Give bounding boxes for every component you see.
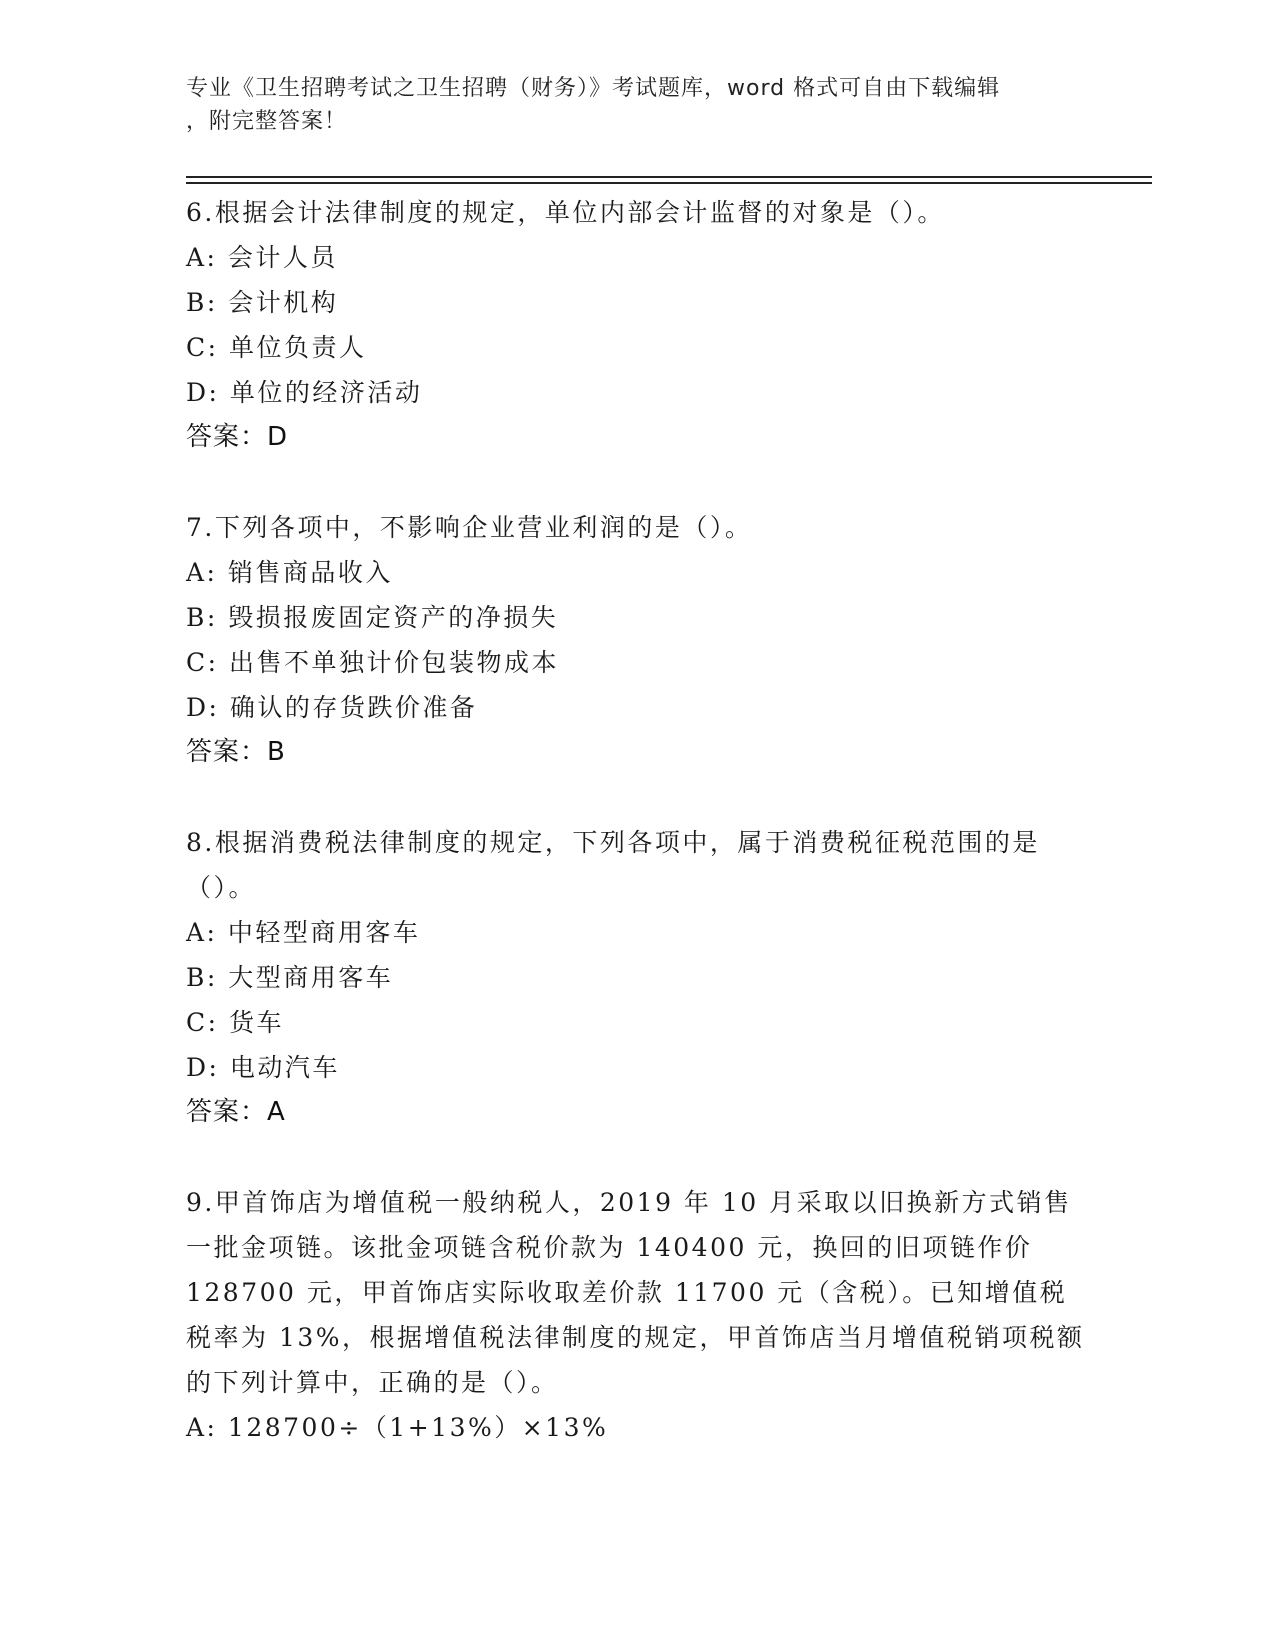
header-divider-bottom [186, 182, 1152, 184]
header-line-2: ，附完整答案！ [186, 109, 348, 134]
option-c: C: 货车 [186, 1008, 284, 1037]
question-9 [186, 1180, 1086, 1450]
question-6 [186, 190, 1086, 460]
option-b: B: 会计机构 [186, 288, 339, 317]
question-stem: 9.甲首饰店为增值税一般纳税人，2019 年 10 月采取以旧换新方式销售一批金项链。该批金项链含税价款为 140400 元，换回的旧项链作价 128700 元，甲首饰店实际收取差价款 11700 元（含税）。已知增值税税率为 13%，根据增值税法律制度的规定，甲首饰店当月增值税销项税额的下列计算中，正确的是（）。 [186, 1188, 1085, 1397]
option-d: D: 单位的经济活动 [186, 378, 423, 407]
option-c: C: 单位负责人 [186, 333, 367, 362]
answer: 答案：B [186, 737, 286, 767]
question-stem: 6.根据会计法律制度的规定，单位内部会计监督的对象是（）。 [186, 198, 945, 227]
question-8 [186, 820, 1086, 1135]
option-a: A: 中轻型商用客车 [186, 918, 421, 947]
answer: 答案：D [186, 422, 289, 452]
option-c: C: 出售不单独计价包装物成本 [186, 648, 559, 677]
question-7 [186, 505, 1086, 775]
option-a: A: 128700÷（1+13%）×13% [186, 1413, 609, 1442]
answer: 答案：A [186, 1097, 286, 1127]
option-a: A: 会计人员 [186, 243, 338, 272]
header-line-1: 专业《卫生招聘考试之卫生招聘（财务）》考试题库，word 格式可自由下载编辑 [186, 76, 1001, 101]
question-stem: 8.根据消费税法律制度的规定，下列各项中，属于消费税征税范围的是（）。 [186, 828, 1040, 902]
header-divider-top [186, 176, 1152, 178]
option-b: B: 大型商用客车 [186, 963, 394, 992]
option-b: B: 毁损报废固定资产的净损失 [186, 603, 559, 632]
document-header [186, 72, 1066, 138]
option-a: A: 销售商品收入 [186, 558, 393, 587]
option-d: D: 电动汽车 [186, 1053, 340, 1082]
option-d: D: 确认的存货跌价准备 [186, 693, 478, 722]
question-stem: 7.下列各项中，不影响企业营业利润的是（）。 [186, 513, 753, 542]
question-list [186, 190, 1086, 1450]
